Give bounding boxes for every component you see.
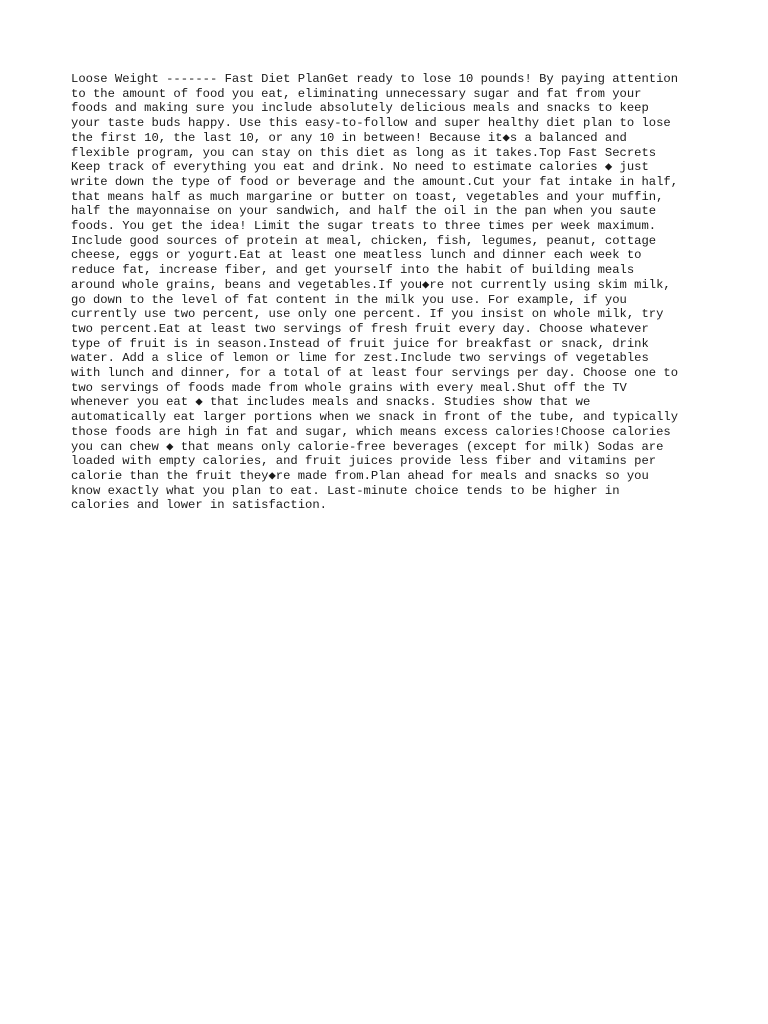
body-text: Loose Weight ------- Fast Diet PlanGet ready to lose 10 pounds! By paying attention to the amount of food you eat, eliminating unnecessary sugar and fat from your foods and making sure you include absolutely delicious meals and snacks to keep your taste buds happy. Use this easy-to-follow and super healthy diet plan to lose the first 10, the last 10, or any 10 in between! Because it◆s a balanced and flexible program, you can stay on this diet as long as it takes.Top Fast Secrets Keep track of everything you eat and drink. No need to estimate calories ◆ just write down the type of food or beverage and the amount.Cut your fat intake in half, that means half as much margarine or butter on toast, vegetables and your muffin, half the mayonnaise on your sandwich, and half the oil in the pan when you saute foods. You get the idea! Limit the sugar treats to three times per week maximum. Include good sources of protein at meal, chicken, fish, legumes, peanut, cottage cheese, eggs or yogurt.Eat at least one meatless lunch and dinner each week to reduce fat, increase fiber, and get yourself into the habit of building meals around whole grains, beans and vegetables.If you◆re not currently using skim milk, go down to the level of fat content in the milk you use. For example, if you currently use two percent, use only one percent. If you insist on whole milk, try two percent.Eat at least two servings of fresh fruit every day. Choose whatever type of fruit is in season.Instead of fruit juice for breakfast or snack, drink water. Add a slice of lemon or lime for zest.Include two servings of vegetables with lunch and dinner, for a total of at least four servings per day. Choose one to two servings of foods made from whole grains with every meal.Shut off the TV whenever you eat ◆ that includes meals and snacks. Studies show that we automatically eat larger portions when we snack in front of the tube, and typically those foods are high in fat and sugar, which means excess calories!Choose calories you can chew ◆ that means only calorie-free beverages (except for milk) Sodas are loaded with empty calories, and fruit juices provide less fiber and vitamins per calorie than the fruit they◆re made from.Plan ahead for meals and snacks so you know exactly what you plan to eat. Last-minute choice tends to be higher in calories and lower in satisfaction. — [71, 72, 679, 513]
